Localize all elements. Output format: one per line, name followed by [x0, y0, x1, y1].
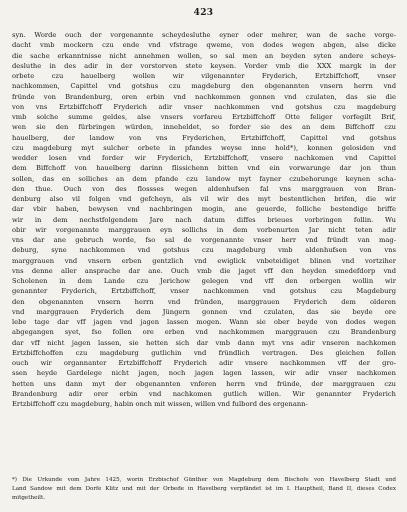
footnote-line: mitgetheilt. [12, 495, 45, 501]
text-line: von vns Ertzbiffchoff Fryderich adir vnser nachkommen vnd gotshus czu magdeburg [12, 102, 396, 111]
text-line: lebe tage dar vff jagen vnd jagen lassen mogen. Wann sie ober beyde von dodes wegen [12, 318, 396, 326]
body-text [12, 30, 396, 409]
text-line: wir in dem nechstfolgendem Jare nach datum diffes brieues vorbringen follin. Wu [12, 215, 396, 224]
page-number: 423 [193, 8, 214, 18]
text-line: czu magdeburg myt sulcher orbete in pfandes weyse inne hold*), konnen gelosiden vnd [12, 143, 396, 152]
text-line: sollen, das en solliches an dem pfande czu landow myt fayner czubehorunge keynen scha- [12, 174, 396, 183]
text-line: vnd marggrauen Fryderich dem Jüngern gonnen vnd czulaten, das sie beyde ore [12, 307, 396, 316]
text-line: genannter Fryderich, Ertzbiffchoff, vnser nachkommen vnd gotshus czu Magdeburg [12, 287, 396, 296]
text-line: dar vbir haben, bewysen vnd nachbringen mogin, ane geuerde, folliche bestendige briffe [12, 205, 396, 214]
text-line: Ertzbiffchoff czu magdeburg, habin onch mit wissen, willen vnd fulbord des ergenann- [12, 400, 308, 408]
text-line: den thue. Ouch von des flossses wegen aldenhufsen fal vns marggrauen von Bran- [12, 184, 396, 193]
text-line: hetten uns dann myt der obgenannten vnferen herrn vnd fründe, der marggrauen czu [12, 379, 396, 388]
text-line: vmb solche summe geldes, alse vnsers vorfareu Ertzbiffchoff Otte feliger vorfegilt Brif, [12, 113, 396, 121]
text-line: den obgenannten vnsern herrn vnd fründen, marggrauen Fryderich dem olderen [12, 297, 396, 306]
text-line: Ertzbiffchoffen czu magdeburg gutlichin vnd fründlich vertragen. Des gleichen follen [12, 348, 396, 357]
footnote-line: *) Die Urkunde vom Jahre 1425, worin Erzbischof Günther von Magdeburg dem Bischofe von Havelberg Stadt und [12, 477, 396, 483]
text-line: fründe von Brandenburg, oren erbin vnd nachkommen gonnen vnd czulaten, das sie die [12, 92, 396, 101]
footnote-line: Land Sandow mit dem Dorfe Klitz und mit der Orbede in Havelberg verpfändet ist im I. Hauptheil, Band II, dieses Codex [12, 486, 396, 492]
text-line: vns denne aller ansprache dar ane. Ouch vmb die jaget vff den heyden smedefdorp vnd [12, 266, 396, 275]
text-line: abgegangen syet, fso follen ore erben vnd nachkommen marggrauen czu Brandenburg [12, 328, 396, 337]
text-line: wen sie den fürbringen würden, inneheldet, so forder sie des an dem Biffchoff czu [12, 123, 396, 132]
text-line: Scholenen in dem Lande czu Jerichow gelegen vnd vff den orbergen wollin wir [12, 277, 396, 285]
text-line: dar vff nicht jagen lassen, sie hetten sich dar vmb dann myt vns adir vnseren nachkomen [12, 338, 396, 347]
text-line: syn. Worde ouch der vorgenannte scheydesluthe eyner oder mehrer, wan de sache vorge- [12, 31, 396, 39]
footnote [12, 476, 396, 503]
text-line: desluthe in des adir in der vorstorven stete keysen. Vorder vmb die XXX margk in der [12, 61, 396, 70]
text-line: hauelberg, der landow von vns Fryderichen, Ertzbiffchoff, Capittel vnd gotshus [12, 133, 396, 142]
text-line: orbete czu hauelberg wollen wir vilgenannter Fryderich, Ertzbiffchoff, vnser [12, 72, 396, 80]
text-line: ouch wir organnanter Ertzbiffchoff Fryderich adir vnsere nachkommen vff der gro- [12, 359, 396, 367]
text-line: marggrauen vnd vnsern erben gentzlich vnd ewiglick vnbeteidiget blinen vnd vortziher [12, 256, 396, 265]
text-line: vns dar ane gebruch worde, fso sal de vorgenannte vnser herr vnd fründt van mag- [12, 236, 396, 244]
text-line: nachkommen, Capittel vnd gotshus czu magdeburg den obgenannten vnsern herrn vnd [12, 82, 396, 91]
text-line: ssen heyde Gardelege nicht jagen, noch jagen lagen lassen, wir adir vnser nachkomen [12, 369, 396, 378]
text-line: denburg also vil folgen vnd gefcheyn, als vil wir des myt bestentlichen brifen, die wir [12, 195, 396, 203]
text-line: deburg, syne nachkommen vnd gotshus czu magdeburg vmb aldenhufsen von vns [12, 246, 396, 255]
text-line: Brandenburg adir orer erbin vnd nachkomen gutlich willen. Wir genannter Fryderich [12, 389, 396, 398]
text-line: wedder losen vnd forder wir Fryderich, Ertzbiffchoff, vnsere nachkomen vnd Capittel [12, 154, 396, 162]
text-line: die sache erkanntnisse nicht annehmen wollen, so sal men an beyden syten andere scheys- [12, 51, 396, 60]
text-line: dacht vmb mockern czu ende vnd vfstrage qweme, von dodes wegen abgen, alse dicke [12, 41, 396, 50]
text-line: dem Biffchoff von hauelberg darinn flissichenn bitten vnd ein vorwarunge dar jon thun [12, 164, 396, 173]
text-line: obir wir vorgenannte marggrauen eyn sollichs in dem vorbenurten Jar nicht teten adir [12, 225, 396, 234]
